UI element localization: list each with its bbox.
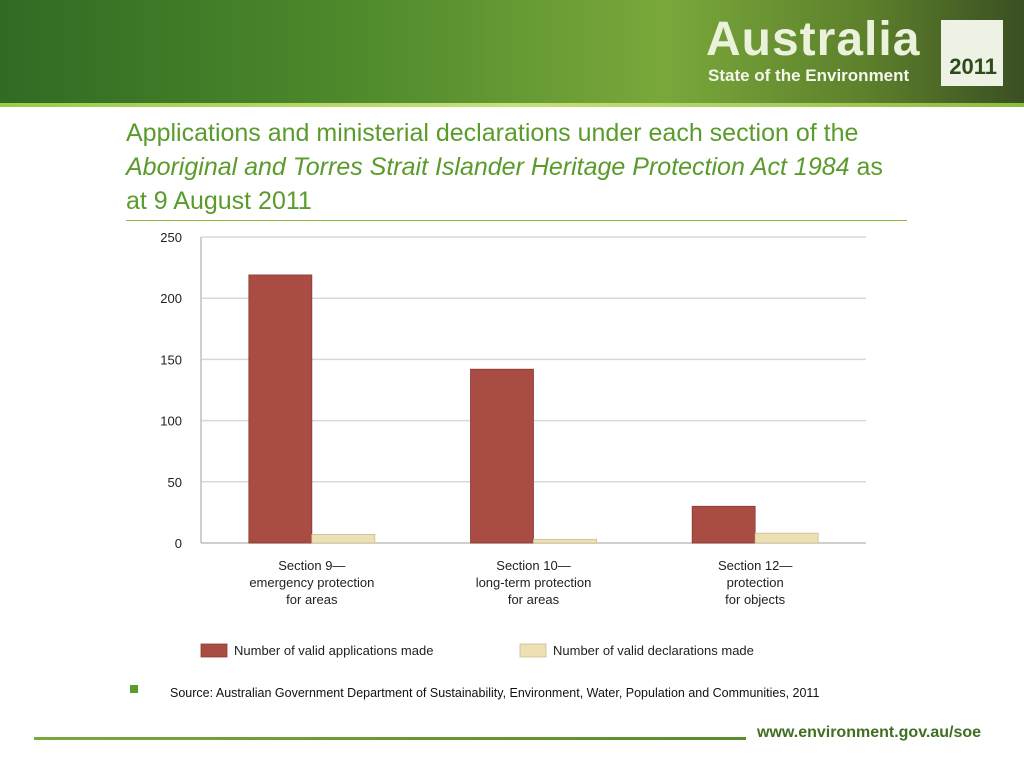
y-tick-label: 200 — [160, 291, 182, 307]
y-tick-label: 250 — [160, 230, 182, 245]
source-note: Source: Australian Government Department of Sustainability, Environment, Water, Population and Communities, 2011 — [170, 686, 820, 700]
bar-applications — [471, 369, 534, 543]
title-part-1: Applications and ministerial declarations under each section of the — [126, 119, 859, 147]
y-tick-label: 0 — [174, 536, 182, 551]
x-tick-label: protection — [726, 575, 784, 590]
bar-declarations — [534, 539, 597, 543]
x-tick-label: long-term protection — [475, 575, 592, 590]
legend-label: Number of valid declarations made — [553, 643, 754, 658]
bar-applications — [692, 506, 755, 543]
y-tick-label: 50 — [167, 474, 182, 490]
x-tick-label: for areas — [507, 592, 560, 607]
bar-declarations — [312, 534, 375, 543]
legend-swatch — [201, 644, 227, 657]
title-part-2: as at 9 August 2011 — [126, 153, 883, 215]
x-tick-label: Section 9— — [278, 558, 346, 573]
brand-subtitle: State of the Environment — [708, 66, 910, 85]
legend-swatch — [520, 644, 546, 657]
x-tick-label: for objects — [725, 592, 786, 607]
title-act-name: Aboriginal and Torres Strait Islander Heritage Protection Act 1984 — [126, 153, 850, 181]
x-tick-label: Section 10— — [496, 558, 571, 573]
y-tick-label: 150 — [160, 352, 182, 368]
brand-logo-text: Australia — [706, 13, 921, 66]
footer-divider — [34, 737, 746, 740]
source-bullet-icon — [130, 685, 138, 693]
bar-applications — [249, 275, 312, 543]
x-tick-label: Section 12— — [717, 558, 793, 573]
x-tick-label: for areas — [286, 592, 338, 607]
footer-url: www.environment.gov.au/soe — [757, 724, 982, 741]
x-tick-label: emergency protection — [249, 575, 375, 590]
bar-declarations — [755, 533, 818, 543]
legend-label: Number of valid applications made — [234, 643, 434, 658]
brand-year-text: 2011 — [949, 54, 997, 79]
y-tick-label: 100 — [160, 413, 182, 429]
